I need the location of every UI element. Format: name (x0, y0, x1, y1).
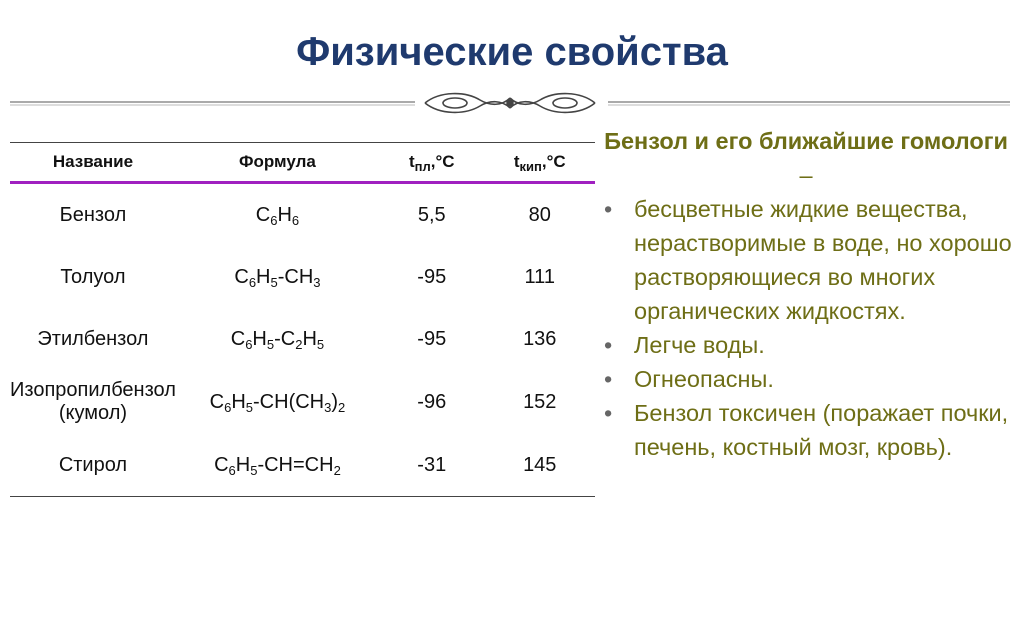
cell-formula: $C_6H_5-CH(CH_3)_2$ (209, 390, 346, 415)
description-heading: Бензол и его ближайшие гомологи – (604, 128, 1008, 188)
description-list (596, 192, 1016, 464)
table-row (10, 246, 595, 308)
table-row (10, 370, 595, 434)
properties-description (596, 124, 1016, 464)
cell-melting-point: -31 (379, 434, 485, 497)
cell-formula: $C_6H_5-CH=CH_2$ (176, 434, 379, 497)
cell-name: Бензол (59, 203, 127, 226)
cell-boiling-point: 145 (485, 434, 596, 497)
cell-name: Толуол (60, 265, 126, 288)
bullet-icon: • (604, 366, 613, 392)
cell-name: Этилбензол (37, 327, 149, 350)
ornament-divider (10, 88, 1010, 118)
list-item: • Огнеопасны. (596, 362, 1016, 396)
table-header-row (10, 143, 595, 183)
list-item: • бесцветные жидкие вещества, нерастворимые в воде, но хорошо растворяющиеся во многих органических жидкостях. (596, 192, 1016, 328)
cell-formula: $C_6H_5-C_2H_5$ (230, 327, 325, 352)
cell-boiling-point: 80 (528, 203, 551, 226)
bullet-icon: • (604, 400, 613, 426)
cell-formula: $C_6H_5-CH_3$ (234, 265, 321, 290)
cell-boiling-point: 136 (523, 327, 557, 350)
cell-boiling-point: 111 (524, 265, 555, 288)
properties-table (10, 142, 595, 497)
header-melting-point: $t_{пл},^\circ C$ (379, 143, 485, 183)
cell-name: Изопропилбензол (кумол) (10, 379, 176, 424)
cell-boiling-point: 152 (523, 390, 557, 413)
cell-name: Стирол (10, 434, 176, 497)
list-item: • Бензол токсичен (поражает почки, печень, костный мозг, кровь). (596, 396, 1016, 464)
cell-formula: $C_6H_6$ (255, 203, 300, 228)
cell-melting-point: -95 (417, 265, 447, 288)
bullet-icon: • (604, 196, 613, 222)
table-row (10, 434, 595, 497)
cell-melting-point: -95 (417, 327, 447, 350)
bullet-icon: • (604, 332, 613, 358)
header-boiling-point: $t_{кип},^\circ C$ (485, 143, 596, 183)
table-row (10, 308, 595, 370)
header-name: Название (10, 143, 176, 183)
cell-melting-point: 5,5 (417, 203, 446, 226)
slide-title: Физические свойства (296, 30, 728, 74)
table-row (10, 183, 595, 247)
header-formula: Формула (176, 143, 379, 183)
list-item: • Легче воды. (596, 328, 1016, 362)
cell-melting-point: -96 (417, 390, 447, 413)
